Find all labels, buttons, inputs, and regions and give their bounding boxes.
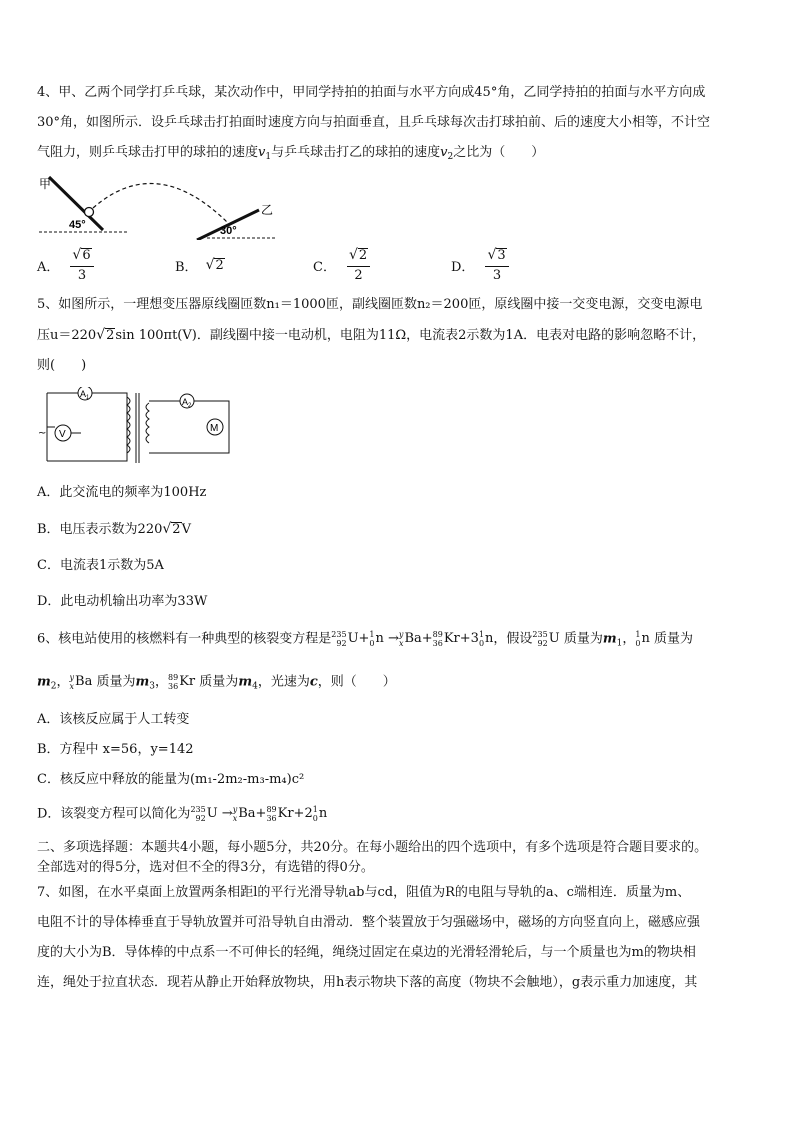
svg-text:M: M [210,423,219,434]
q4-line1: 4、甲、乙两个同学打乒乓球，某次动作中，甲同学持拍的拍面与水平方向成45°角，乙同学持拍的拍面与水平方向成 [37,85,706,100]
q6-option-b: B．方程中 x=56，y=142 [37,742,194,757]
angle-45: 45° [69,219,86,231]
section2-line2: 全部选对的得5分，选对但不全的得3分，有选错的得0分。 [37,859,374,875]
q4-options [37,240,759,290]
angle-30: 30° [220,225,237,237]
q5-option-b: B．电压表示数为220√2V [37,521,191,537]
simplified-equation: 235 92 U → y x Ba+ 89 36 Kr+2 1 0 n [190,805,328,823]
svg-text:A: A [182,397,189,407]
ac-source-icon: ~ [38,428,47,439]
q6-option-c: C．核反应中释放的能量为(m₁-2m₂-m₃-m₄)c² [37,772,305,787]
q4-figure [37,172,297,240]
q4-line2: 30°角，如图所示．设乒乓球击打拍面时速度方向与拍面垂直，且乒乓球每次击打球拍前、后的速度大小相等，不计空 [37,115,711,130]
secondary-coil [146,403,149,443]
q5-option-d: D．此电动机输出功率为33W [37,594,208,609]
q4-line3: 气阻力，则乒乓球击打甲的球拍的速度$v_1$与乒乓球击打乙的球拍的速度$v_2$之比为（ ） [37,145,545,162]
q6-option-a: A．该核反应属于人工转变 [37,712,190,727]
svg-text:A: A [80,389,87,399]
q5-option-c: C．电流表1示数为5A [37,558,164,573]
q7-line4: 连，绳处于拉直状态．现若从静止开始释放物块，用h表示物块下落的高度（物块不会触地），g表示重力加速度，其 [37,974,698,990]
q6-option-d: D．该裂变方程可以简化为 235 92 U → y x Ba+ 89 36 Kr+2 1 0 n [37,799,759,830]
q5-line2: 压u＝220√2sin 100πt(V)．副线圈中接一电动机，电阻为11Ω，电流表2示数为1A．电表对电路的影响忽略不计， [37,327,706,343]
q5-option-a: A．此交流电的频率为100Hz [37,485,207,500]
fission-equation: 235 92 U+ 1 0 n → y x Ba+ 89 36 Kr+3 1 0 n [331,630,494,648]
ball [85,208,94,217]
q4-option-c: C． $\frac{√2}{2}$ [313,245,451,285]
q4-option-b: B． √ 2 [175,257,224,275]
label-jia: 甲 [39,177,52,191]
q5-line1: 5、如图所示，一理想变压器原线圈匝数n₁＝1000匝，副线圈匝数n₂＝200匝，原线圈中接一交变电源，交变电源电 [37,297,703,312]
q7-line3: 度的大小为B．导体棒的中点系一不可伸长的轻绳，绳绕过固定在桌边的光滑轻滑轮后，与一个质量也为m的物块相 [37,944,696,960]
q6-line2: $m_2$， y x Ba 质量为$m_3$， 89 36 Kr 质量为$m_4$，光速为c，则（ ） [37,672,396,691]
q4-option-a: A． $\frac{√6}{3}$ [37,245,175,285]
section2-line1: 二、多项选择题：本题共4小题，每小题5分，共20分。在每小题给出的四个选项中，有多个选项是符合题目要求的。 [37,839,708,855]
trajectory [93,184,229,225]
q7-line1: 7、如图，在水平桌面上放置两条相距l的平行光滑导轨ab与cd，阻值为R的电阻与导轨的a、c端相连．质量为m、 [37,884,691,900]
q4-option-d: D． $\frac{√3}{3}$ [451,245,589,285]
svg-text:V: V [59,429,66,440]
q5-line3: 则( ) [37,358,87,373]
svg-text:1: 1 [86,395,90,401]
q6-line1: 6、核电站使用的核燃料有一种典型的核裂变方程是 235 92 U+ 1 0 n → y x Ba+ 89 36 Kr+3 1 0 n，假设 235 92 U 质量为$m_1$， 1 0 n 质量为 [37,624,759,659]
svg-text:2: 2 [188,403,192,409]
q7-line2: 电阻不计的导体棒垂直于导轨放置并可沿导轨自由滑动．整个装置放于匀强磁场中，磁场的方向竖直向上，磁感应强 [37,914,701,930]
exam-page [37,78,759,998]
label-yi: 乙 [261,203,274,217]
q5-figure [37,387,237,469]
